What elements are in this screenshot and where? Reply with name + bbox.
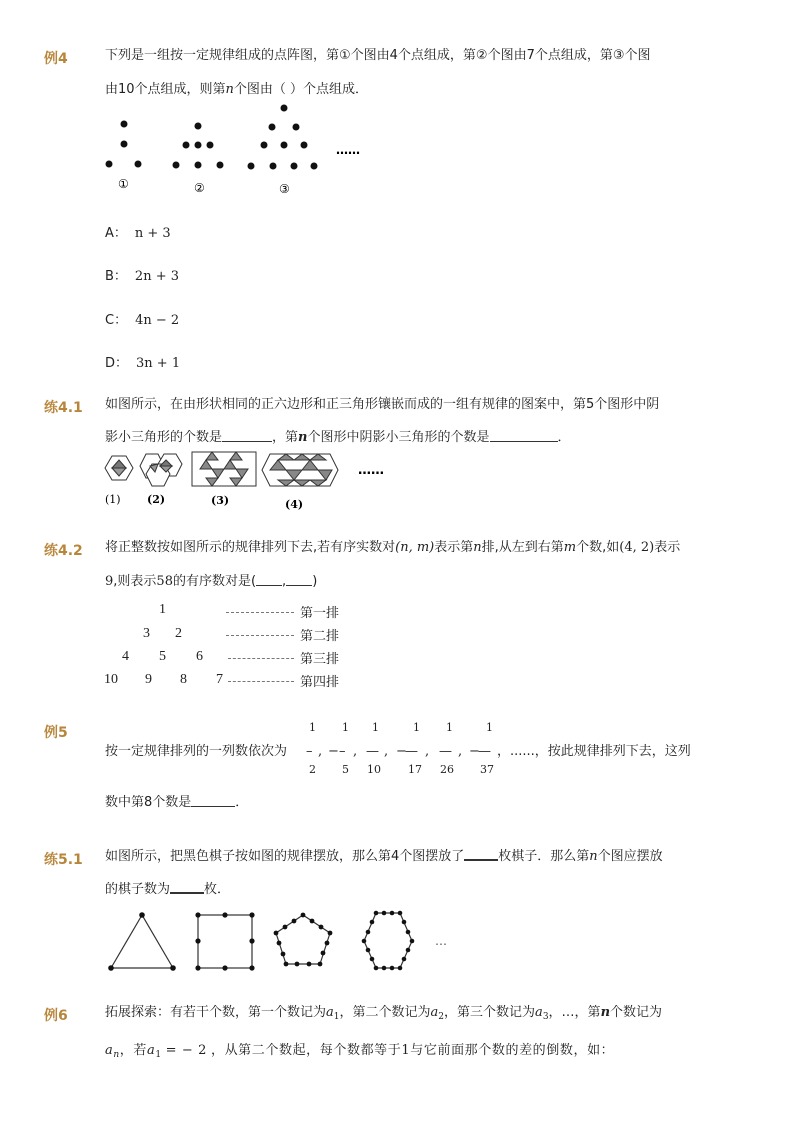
example-6-line1-d: ，…，第 <box>548 1005 601 1020</box>
example-5-line2-b: ． <box>235 795 249 810</box>
dot-figure-1 <box>106 121 142 168</box>
dashed-leader <box>226 612 294 613</box>
ellipsis: …… <box>336 143 360 157</box>
example-4-line2-a: 由10个点组成，则第 <box>105 82 226 97</box>
example-pair: (4, 2) <box>619 540 655 555</box>
answer-blank[interactable] <box>256 574 282 586</box>
variable-a: a <box>326 1005 334 1020</box>
example-6-line2-a: ，若 <box>119 1043 147 1058</box>
variable-a: a <box>146 1043 156 1058</box>
hexagon-figure <box>362 911 415 971</box>
fraction-denominator: 17 <box>408 763 422 776</box>
variable-m: m <box>563 540 577 555</box>
option-key: A： <box>105 226 127 241</box>
row-label: 第二排 <box>300 629 340 644</box>
ellipsis: … <box>435 934 447 948</box>
hexagon-tiling-figure <box>100 446 400 516</box>
figure-label: ② <box>194 181 205 195</box>
fraction-numerator: 1 <box>309 721 316 734</box>
practice-4-2-line1-e: 表示 <box>654 540 681 555</box>
polygon-chess-figure <box>100 905 460 977</box>
practice-5-1-line2 <box>105 882 230 898</box>
fraction-denominator: 2 <box>309 763 316 776</box>
subscript: 1 <box>333 1012 340 1022</box>
example-4-label: 例4 <box>44 51 68 67</box>
number-9: 9 <box>105 574 114 589</box>
dot-figure-3 <box>248 105 318 170</box>
square-figure <box>195 912 254 970</box>
example-5-suffix: ，......，按此规律排列下去，这列 <box>497 744 691 759</box>
subscript: 1 <box>155 1050 162 1060</box>
fraction-bar: – <box>339 744 346 759</box>
option-c[interactable] <box>105 309 179 328</box>
subscript: 2 <box>438 1012 445 1022</box>
example-6-line1-e: 个数记为 <box>610 1005 663 1020</box>
option-key: C： <box>105 313 128 328</box>
dot-figure-2 <box>173 123 224 169</box>
example-5-prefix: 按一定规律排列的一列数依次为 <box>105 744 288 759</box>
answer-blank[interactable] <box>490 430 558 442</box>
variable-n: n <box>589 849 598 864</box>
answer-blank[interactable] <box>222 430 272 442</box>
separator: , <box>425 744 430 759</box>
ordered-pair: (n, m) <box>395 540 435 555</box>
option-expr: 4n − 2 <box>135 313 180 328</box>
variable-a: a <box>535 1005 543 1020</box>
variable-n: n <box>473 540 482 555</box>
fraction-denominator: 26 <box>440 763 454 776</box>
variable-a: a <box>430 1005 439 1020</box>
arrangement-number: 2 <box>175 626 182 641</box>
option-expr: 3n + 1 <box>136 356 181 371</box>
number-one: 1 <box>401 1043 411 1058</box>
arrangement-number: 10 <box>104 672 118 687</box>
arrangement-number: 5 <box>159 649 166 664</box>
example-6-line1 <box>105 1005 662 1025</box>
option-b[interactable] <box>105 265 179 284</box>
practice-4-2-line1-d: 个数,如 <box>576 540 620 555</box>
example-6-line2-c: 与它前面那个数的差的倒数，如： <box>410 1043 615 1058</box>
practice-5-1-line2-a: 的棋子数为 <box>105 882 171 897</box>
pentagon-figure <box>274 913 333 967</box>
row-label: 第三排 <box>300 652 340 667</box>
practice-4-1-line2 <box>105 430 571 446</box>
practice-5-1-line1-b: 枚棋子．那么第 <box>498 849 590 864</box>
practice-4-2-line1 <box>105 540 680 556</box>
arrangement-number: 8 <box>180 672 187 687</box>
example-5-line2 <box>105 795 248 811</box>
example-6-line2-b: ，从第二个数起，每个数都等于 <box>210 1043 402 1058</box>
variable-n: n <box>225 82 234 97</box>
answer-blank[interactable] <box>191 795 235 807</box>
practice-4-2-line2-d: , <box>282 574 287 589</box>
figure-label: (4) <box>285 498 304 511</box>
example-6-line1-b: ，第二个数记为 <box>339 1005 431 1020</box>
practice-4-2-line2-b: ,则表示 <box>113 574 157 589</box>
tiling-1 <box>105 456 133 480</box>
minus-sign: − <box>328 744 339 759</box>
fraction-numerator: 1 <box>446 721 453 734</box>
minus-sign: − <box>396 744 407 759</box>
practice-4-2-label: 练4.2 <box>44 543 83 559</box>
separator: , <box>318 744 323 759</box>
fraction-numerator: 1 <box>342 721 349 734</box>
answer-blank[interactable] <box>170 882 204 894</box>
answer-blank[interactable] <box>464 849 498 861</box>
separator: , <box>353 744 358 759</box>
dashed-leader <box>228 681 294 682</box>
option-expr: n + 3 <box>134 226 171 241</box>
practice-5-1-line2-b: 枚． <box>204 882 231 897</box>
dashed-leader <box>226 635 294 636</box>
practice-4-2-line1-b: 表示第 <box>434 540 474 555</box>
fraction-denominator: 37 <box>480 763 494 776</box>
arrangement-number: 4 <box>122 649 129 664</box>
arrangement-number: 3 <box>143 626 150 641</box>
variable-n: n <box>600 1005 611 1020</box>
equation: = − 2 <box>165 1043 207 1058</box>
minus-sign: − <box>469 744 480 759</box>
tiling-4 <box>262 454 338 486</box>
practice-4-1-label: 练4.1 <box>44 400 83 416</box>
practice-5-1-line1-c: 个图应摆放 <box>597 849 663 864</box>
ellipsis: …… <box>358 463 384 478</box>
practice-5-1-line1-a: 如图所示，把黑色棋子按如图的规律摆放，那么第4个图摆放了 <box>105 849 465 864</box>
subscript: 3 <box>542 1012 549 1022</box>
fraction-bar: — <box>366 744 379 759</box>
option-expr: 2n + 3 <box>134 269 179 284</box>
fraction-bar: – <box>306 744 313 759</box>
practice-4-1-line2-b: ，第 <box>272 430 299 445</box>
fraction-bar: — <box>405 744 418 759</box>
practice-4-2-line2-e: ) <box>312 574 318 589</box>
figure-label: (3) <box>211 494 230 507</box>
example-5-line2-a: 数中第8个数是 <box>105 795 192 810</box>
arrangement-number: 1 <box>159 602 166 617</box>
row-label: 第一排 <box>300 606 340 621</box>
row-label: 第四排 <box>300 675 340 690</box>
fraction-numerator: 1 <box>486 721 493 734</box>
dot-pattern-figure <box>100 100 380 200</box>
fraction-numerator: 1 <box>372 721 379 734</box>
arrangement-number: 6 <box>196 649 203 664</box>
practice-4-1-line2-a: 影小三角形的个数是 <box>105 430 223 445</box>
example-4-line2-b: 个图由（ ）个点组成． <box>233 82 369 97</box>
practice-4-2-line2-c: 的有序数对是( <box>172 574 257 589</box>
arrangement-number: 9 <box>145 672 152 687</box>
practice-4-2-line2 <box>105 574 317 590</box>
option-key: B： <box>105 269 127 284</box>
practice-5-1-line1 <box>105 849 663 865</box>
arrangement-number: 7 <box>216 672 223 687</box>
separator: , <box>384 744 389 759</box>
practice-4-1-line1: 如图所示，在由形状相同的正六边形和正三角形镶嵌而成的一组有规律的图案中，第5个图形中阴 <box>105 397 660 412</box>
fraction-bar: — <box>439 744 452 759</box>
example-6-line1-c: ，第三个数记为 <box>444 1005 536 1020</box>
practice-4-2-line1-a: 将正整数按如图所示的规律排列下去,若有序实数对 <box>105 540 396 555</box>
option-key: D： <box>105 356 129 371</box>
option-d[interactable] <box>105 352 180 371</box>
separator: , <box>458 744 463 759</box>
variable-a: a <box>105 1043 114 1058</box>
fraction-numerator: 1 <box>413 721 420 734</box>
figure-label: (1) <box>105 493 121 506</box>
figure-label: ① <box>118 177 129 191</box>
fraction-bar: — <box>478 744 491 759</box>
option-a[interactable] <box>105 222 171 241</box>
tiling-2 <box>140 454 182 486</box>
tiling-3 <box>192 452 256 486</box>
figure-label: ③ <box>279 182 290 196</box>
fraction-denominator: 10 <box>367 763 381 776</box>
example-6-label: 例6 <box>44 1008 68 1024</box>
triangle-figure <box>108 912 176 971</box>
practice-4-1-line2-c: 个图形中阴影小三角形的个数是 <box>307 430 490 445</box>
fraction-denominator: 5 <box>342 763 349 776</box>
example-5-label: 例5 <box>44 725 68 741</box>
example-4-line1: 下列是一组按一定规律组成的点阵图，第①个图由4个点组成，第②个图由7个点组成，第③个图 <box>105 48 651 63</box>
practice-4-1-line2-d: ． <box>557 430 571 445</box>
practice-4-2-line1-c: 排,从左到右第 <box>481 540 564 555</box>
figure-label: (2) <box>147 493 166 506</box>
example-6-line1-a: 拓展探索：有若干个数，第一个数记为 <box>105 1005 327 1020</box>
answer-blank[interactable] <box>286 574 312 586</box>
example-6-line2 <box>105 1043 614 1063</box>
number-58: 58 <box>156 574 173 589</box>
variable-n: n <box>298 430 308 445</box>
subscript: n <box>113 1050 120 1060</box>
practice-5-1-label: 练5.1 <box>44 852 83 868</box>
example-4-line2 <box>105 82 368 98</box>
dashed-leader <box>228 658 294 659</box>
